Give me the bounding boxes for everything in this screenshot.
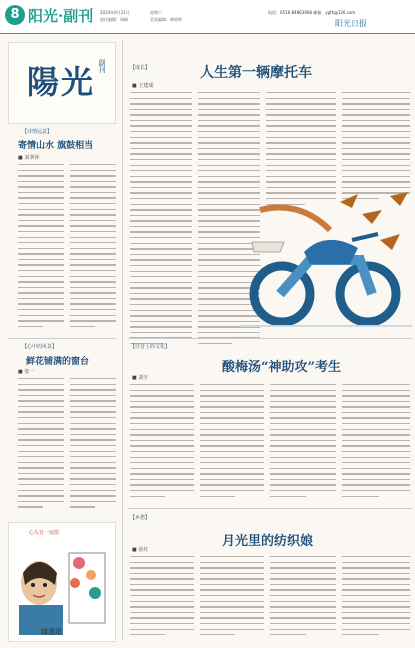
contact-line: 电话：0516-84863908 邮箱：ygfk@126.com <box>268 10 356 15</box>
middle-title: 酸梅汤“神助攻”考生 <box>222 360 341 375</box>
layout-line: 美术编辑：林婷婷 <box>150 17 182 22</box>
bottom-col-1 <box>130 556 194 640</box>
left-title-2: 鲜花铺满的窗台 <box>26 357 90 367</box>
left-author-1: ■ 刘翠萍 <box>18 155 40 161</box>
feature-divider <box>128 338 412 339</box>
left-article-2-col-a <box>18 378 64 512</box>
left-tag-1: 【诗情远意】 <box>22 129 53 135</box>
illustration-text: 绿意浓 <box>41 628 62 636</box>
feature-col-1 <box>130 92 192 349</box>
column-divider <box>122 40 123 640</box>
page-number: 8 <box>5 5 25 25</box>
middle-author: ■ 刘宇 <box>132 375 149 381</box>
masthead-subtitle: 副刊 <box>98 59 106 73</box>
middle-col-4 <box>342 384 410 501</box>
middle-col-1 <box>130 384 194 501</box>
left-tag-2: 【心中的风景】 <box>22 344 58 350</box>
bottom-col-4 <box>342 556 410 640</box>
bottom-author: ■ 张红 <box>132 547 149 553</box>
illustration-drawing <box>9 523 116 642</box>
left-title-1: 寄情山水 旗鼓相当 <box>18 141 94 151</box>
left-article-1-col-a <box>18 164 64 331</box>
left-illustration <box>8 522 116 642</box>
masthead-title: 陽光 <box>27 63 96 101</box>
feature-author: ■ 王建成 <box>132 83 154 89</box>
middle-col-3 <box>270 384 336 501</box>
left-author-2: ■ 张一 <box>18 369 35 375</box>
feature-tag: 【成长】 <box>130 65 151 71</box>
bottom-tag: 【乡愁】 <box>130 515 151 521</box>
middle-tag: 【往昔上的文化】 <box>130 344 171 350</box>
illustration-caption: 心头有一扇窗 <box>29 530 60 536</box>
page-header <box>0 0 415 34</box>
date-line: 2024年9月21日 <box>100 10 130 15</box>
left-article-1-col-b <box>70 164 116 331</box>
left-divider <box>8 338 116 339</box>
bottom-title: 月光里的纺织娘 <box>222 534 314 549</box>
bottom-col-3 <box>270 556 336 640</box>
brand-name: 阳光日报 <box>335 19 367 28</box>
feature-title: 人生第一辆摩托车 <box>200 65 312 81</box>
bottom-col-2 <box>200 556 264 640</box>
motorcycle-illustration <box>240 190 412 330</box>
masthead-box <box>8 42 116 124</box>
middle-col-2 <box>200 384 264 501</box>
weekday: 星期六 <box>150 10 162 15</box>
middle-divider <box>128 508 412 509</box>
feature-col-4 <box>342 92 410 204</box>
editor-line: 责任编辑：周峰 <box>100 17 128 22</box>
left-article-2-col-b <box>70 378 116 512</box>
section-title: 阳光·副刊 <box>28 7 94 25</box>
